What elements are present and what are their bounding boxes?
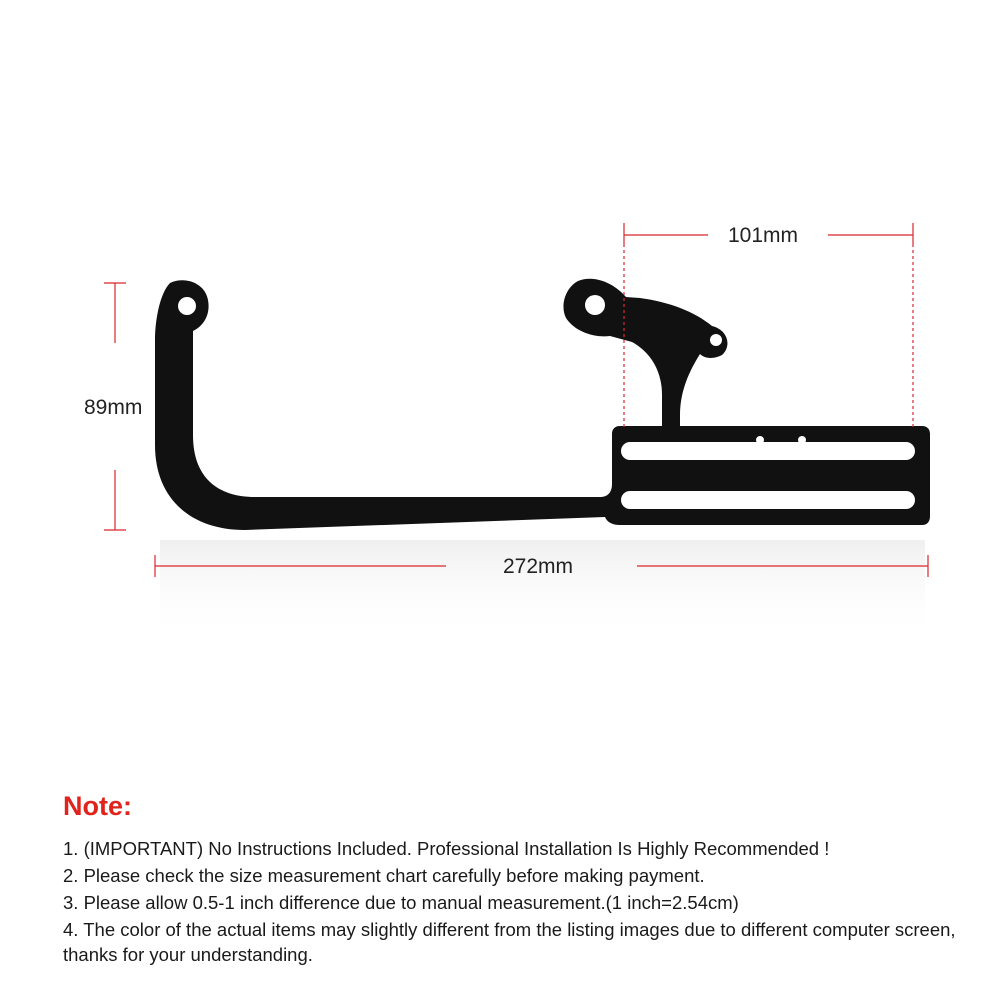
- note-item-1: 1. (IMPORTANT) No Instructions Included. Professional Installation Is Highly Recommended !: [63, 837, 830, 859]
- note-item-4: 4. The color of the actual items may slightly different from the listing images due to different computer screen, thanks for your understanding.: [63, 918, 956, 965]
- note-item-3: 3. Please allow 0.5-1 inch difference due to manual measurement.(1 inch=2.54cm): [63, 891, 739, 913]
- length-dimension-label: 272mm: [503, 555, 574, 578]
- note-section: [63, 792, 973, 969]
- note-title: Note:: [63, 791, 132, 821]
- bracket-part: [155, 279, 930, 530]
- height-dimension-label: 89mm: [84, 396, 143, 419]
- note-item-2: 2. Please check the size measurement chart carefully before making payment.: [63, 864, 705, 886]
- note-list: [63, 836, 973, 967]
- width-dimension-label: 101mm: [728, 224, 799, 247]
